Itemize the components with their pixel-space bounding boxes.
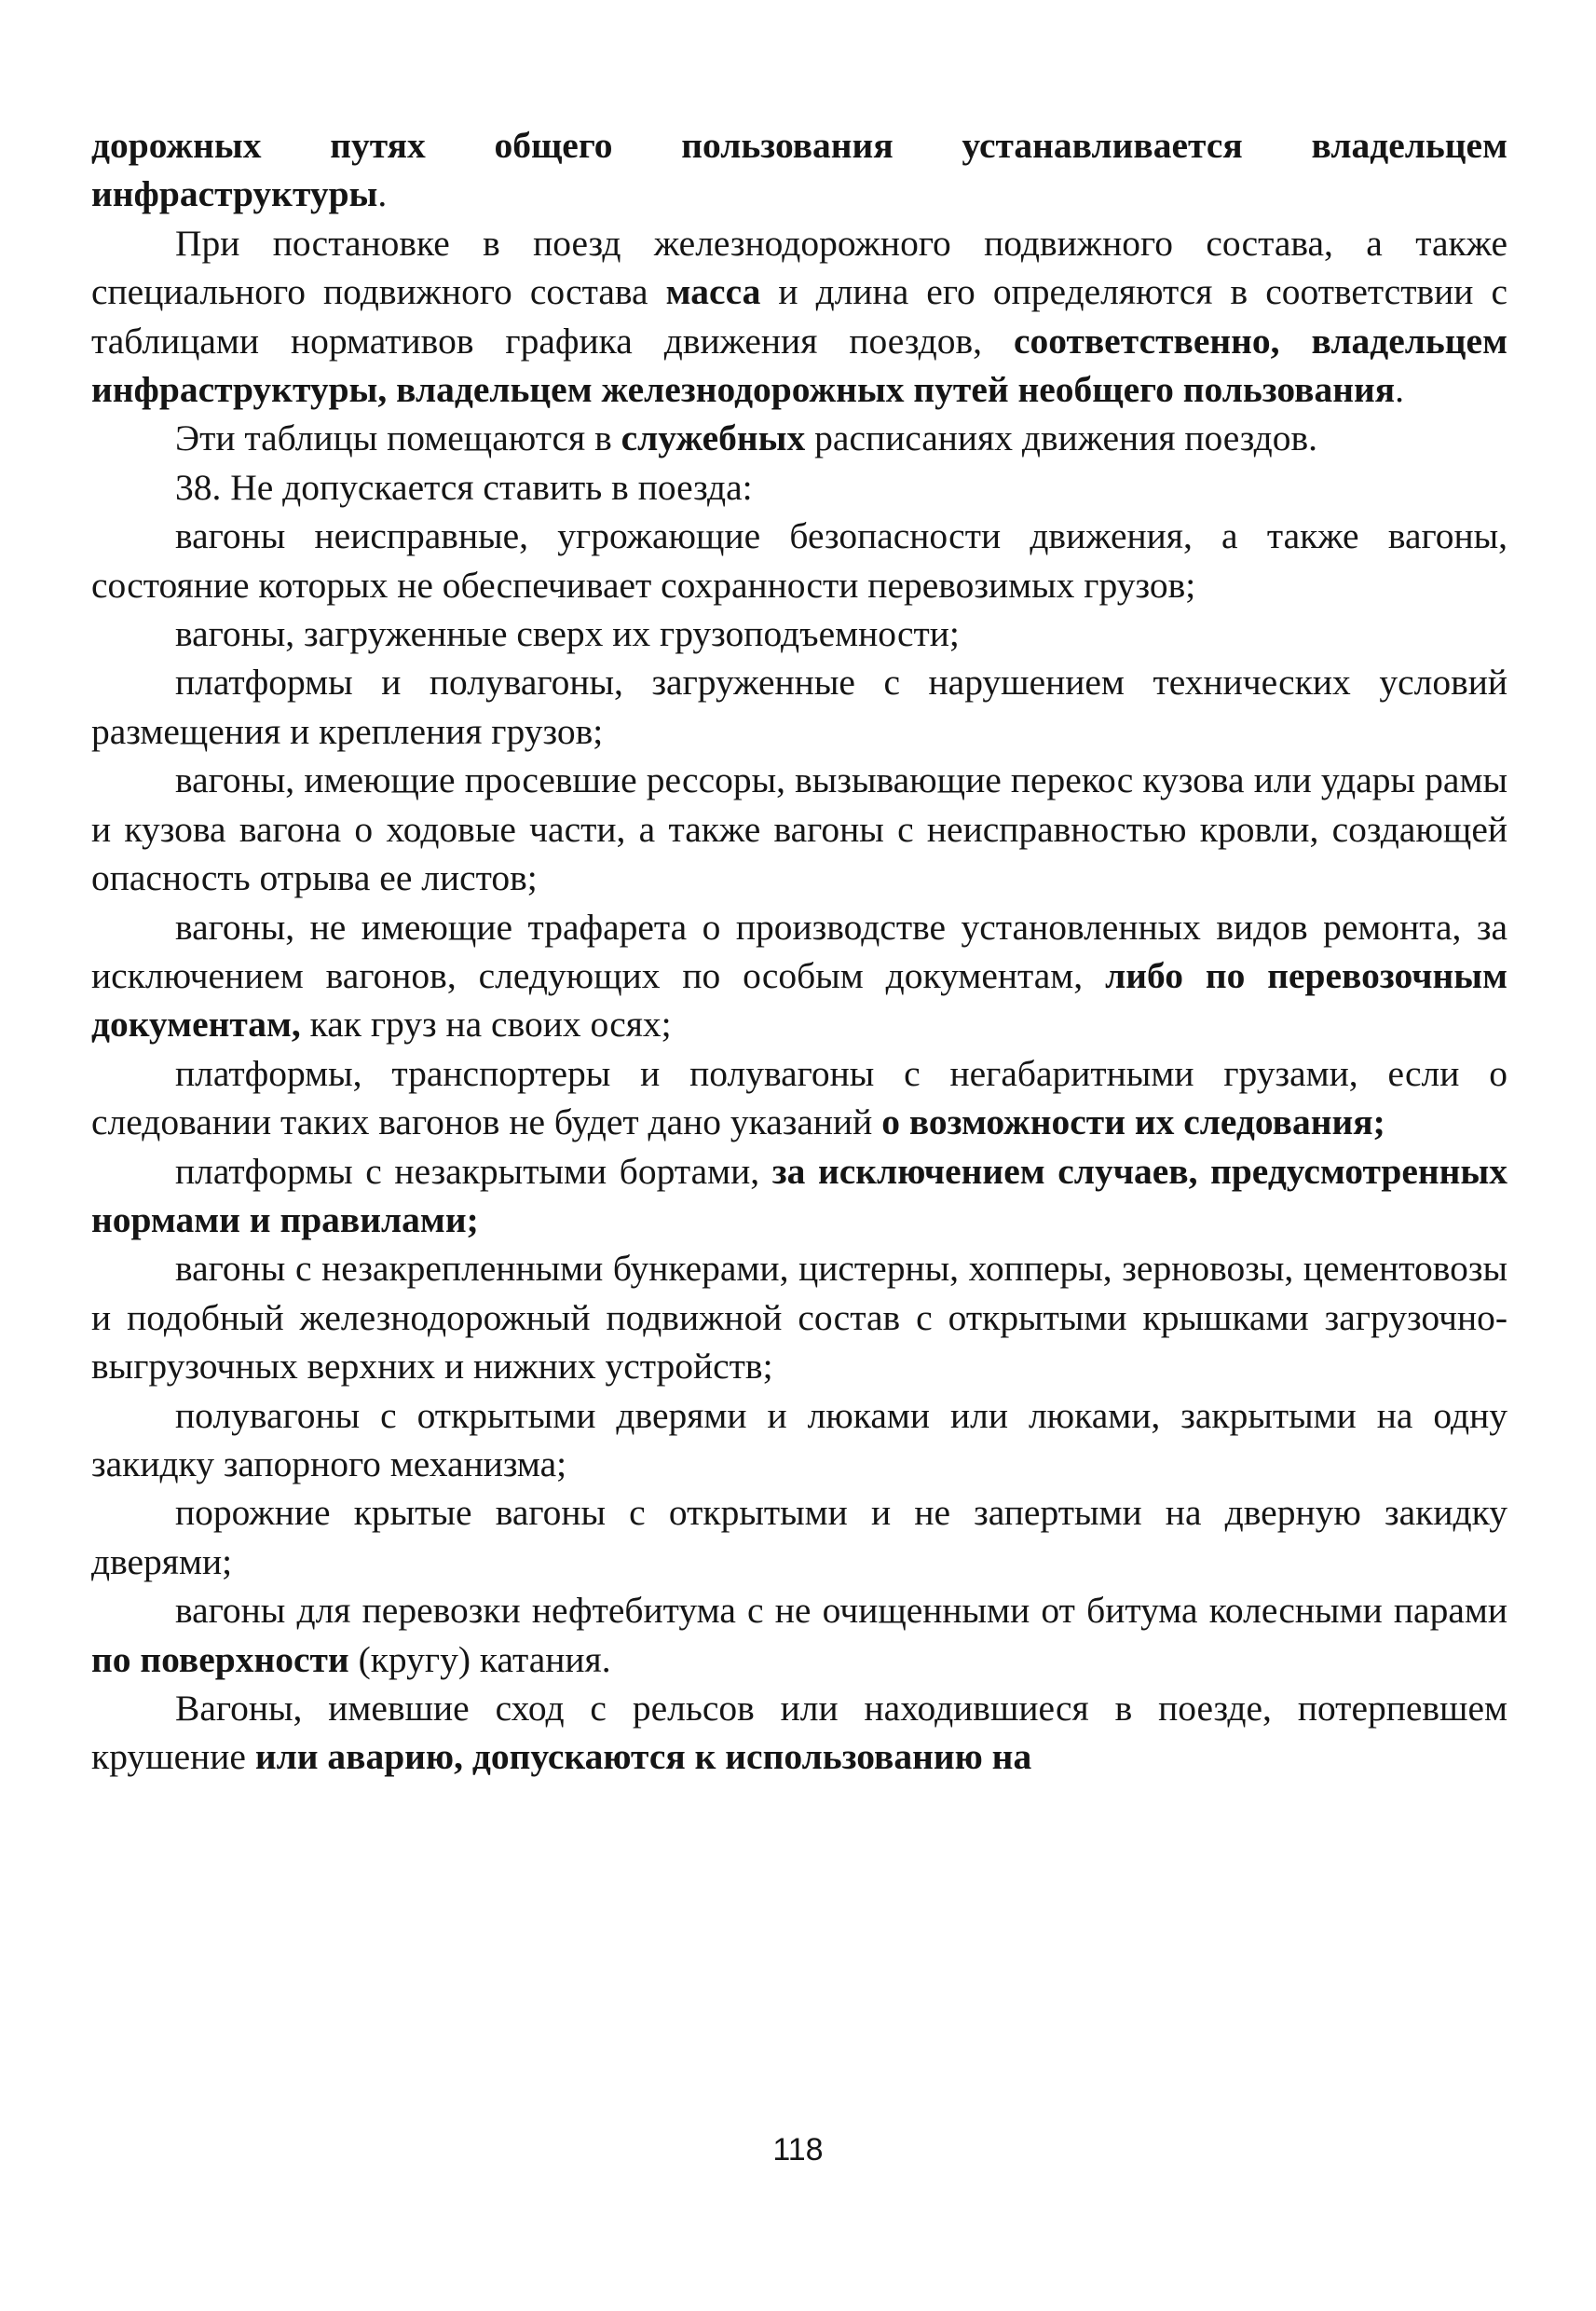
paragraph-11: платформы с незакрытыми бортами, за исключением случаев, предусмотренных нормами и правилами; bbox=[91, 1150, 1507, 1240]
paragraph-2: При постановке в поезд железнодорожного подвижного состава, а также специального подвижного состава масса и длина его определяются в соответствии с таблицами нормативов графика движения поездов, соответственно, владельцем инфраструктуры, владельцем железнодорожных путей необщего пользования. bbox=[91, 222, 1507, 411]
paragraph-4: 38. Не допускается ставить в поезда: bbox=[175, 466, 753, 508]
page-number: 118 bbox=[772, 2132, 824, 2167]
paragraph-9: вагоны, не имеющие трафарета о производстве установленных видов ремонта, за исключением вагонов, следующих по особым документам, либо по перевозочным документам, как груз на своих осях; bbox=[91, 906, 1507, 1046]
paragraph-1: дорожных путях общего пользования устанавливается владельцем инфраструктуры. bbox=[91, 125, 1507, 215]
page-body bbox=[91, 121, 1507, 1782]
paragraph-6: вагоны, загруженные сверх их грузоподъемности; bbox=[175, 613, 960, 655]
paragraph-7: платформы и полувагоны, загруженные с нарушением технических условий размещения и крепления грузов; bbox=[91, 662, 1507, 752]
paragraph-10: платформы, транспортеры и полувагоны с негабаритными грузами, если о следовании таких вагонов не будет дано указаний о возможности их следования; bbox=[91, 1052, 1507, 1143]
paragraph-12: вагоны с незакрепленными бункерами, цистерны, хопперы, зерновозы, цементовозы и подобный железнодорожный подвижной состав с открытыми крышками загрузочно-выгрузочных верхних и нижних устройств; bbox=[91, 1248, 1507, 1388]
paragraph-13: полувагоны с открытыми дверями и люками или люками, закрытыми на одну закидку запорного механизма; bbox=[91, 1394, 1507, 1484]
paragraph-14: порожние крытые вагоны с открытыми и не запертыми на дверную закидку дверями; bbox=[91, 1492, 1507, 1582]
paragraph-5: вагоны неисправные, угрожающие безопасности движения, а также вагоны, состояние которых не обеспечивает сохранности перевозимых грузов; bbox=[91, 515, 1507, 606]
paragraph-3: Эти таблицы помещаются в служебных расписаниях движения поездов. bbox=[175, 417, 1318, 459]
paragraph-15: вагоны для перевозки нефтебитума с не очищенными от битума колесными парами по поверхности (кругу) катания. bbox=[91, 1590, 1507, 1680]
paragraph-16: Вагоны, имевшие сход с рельсов или находившиеся в поезде, потерпевшем крушение или аварию, допускаются к использованию на bbox=[91, 1688, 1507, 1778]
paragraph-8: вагоны, имеющие просевшие рессоры, вызывающие перекос кузова или удары рамы и кузова вагона о ходовые части, а также вагоны с неисправностью кровли, создающей опасность отрыва ее листов; bbox=[91, 759, 1507, 899]
